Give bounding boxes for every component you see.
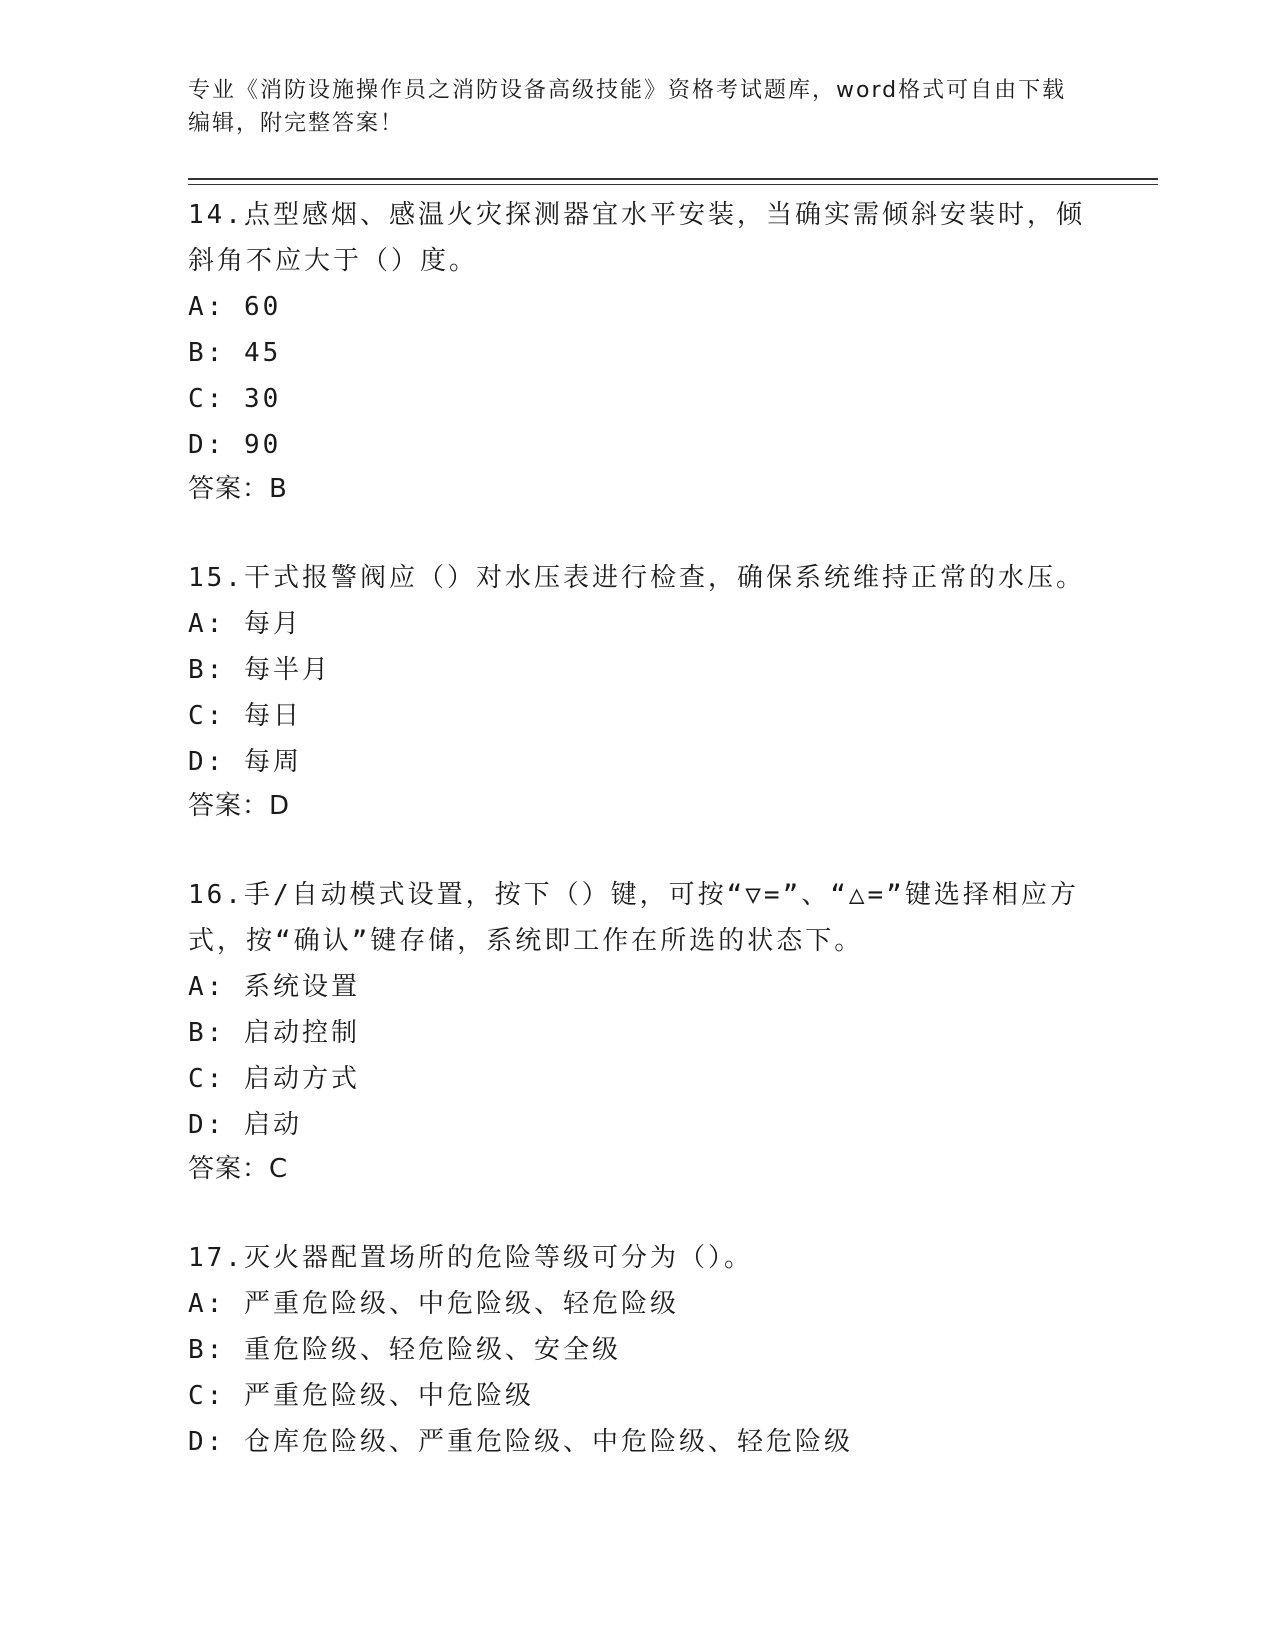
question-14 xyxy=(188,192,1088,510)
option-c: C: 每日 xyxy=(188,701,302,731)
option-b: B: 45 xyxy=(188,338,282,368)
answer: 答案：C xyxy=(188,1154,289,1184)
question-15 xyxy=(188,555,1088,827)
answer: 答案：D xyxy=(188,791,291,821)
option-b: B: 启动控制 xyxy=(188,1018,360,1048)
option-d: D: 启动 xyxy=(188,1110,302,1140)
option-a: A: 系统设置 xyxy=(188,972,360,1002)
question-16 xyxy=(188,872,1088,1190)
answer: 答案：B xyxy=(188,474,288,504)
question-stem: 14.点型感烟、感温火灾探测器宜水平安装，当确实需倾斜安装时，倾斜角不应大于（）度。 xyxy=(188,200,1085,276)
option-d: D: 90 xyxy=(188,430,282,460)
option-a: A: 60 xyxy=(188,292,282,322)
header-rule-thin xyxy=(188,184,1158,185)
option-b: B: 每半月 xyxy=(188,655,331,685)
header-rule-thick xyxy=(188,178,1158,180)
document-header: 专业《消防设施操作员之消防设备高级技能》资格考试题库，word格式可自由下载编辑，附完整答案！ xyxy=(188,78,1067,136)
question-stem: 15.干式报警阀应（）对水压表进行检查，确保系统维持正常的水压。 xyxy=(188,563,1085,593)
question-list xyxy=(188,192,1088,1510)
question-stem: 16.手/自动模式设置，按下（）键，可按“▽=”、“△=”键选择相应方式，按“确认”键存储，系统即工作在所选的状态下。 xyxy=(188,880,1079,956)
question-17 xyxy=(188,1235,1088,1465)
option-a: A: 严重危险级、中危险级、轻危险级 xyxy=(188,1289,679,1319)
option-c: C: 30 xyxy=(188,384,282,414)
option-a: A: 每月 xyxy=(188,609,302,639)
option-c: C: 启动方式 xyxy=(188,1064,360,1094)
option-d: D: 每周 xyxy=(188,747,302,777)
option-c: C: 严重危险级、中危险级 xyxy=(188,1381,534,1411)
option-d: D: 仓库危险级、严重危险级、中危险级、轻危险级 xyxy=(188,1427,853,1457)
question-stem: 17.灭火器配置场所的危险等级可分为（）。 xyxy=(188,1243,753,1273)
option-b: B: 重危险级、轻危险级、安全级 xyxy=(188,1335,621,1365)
